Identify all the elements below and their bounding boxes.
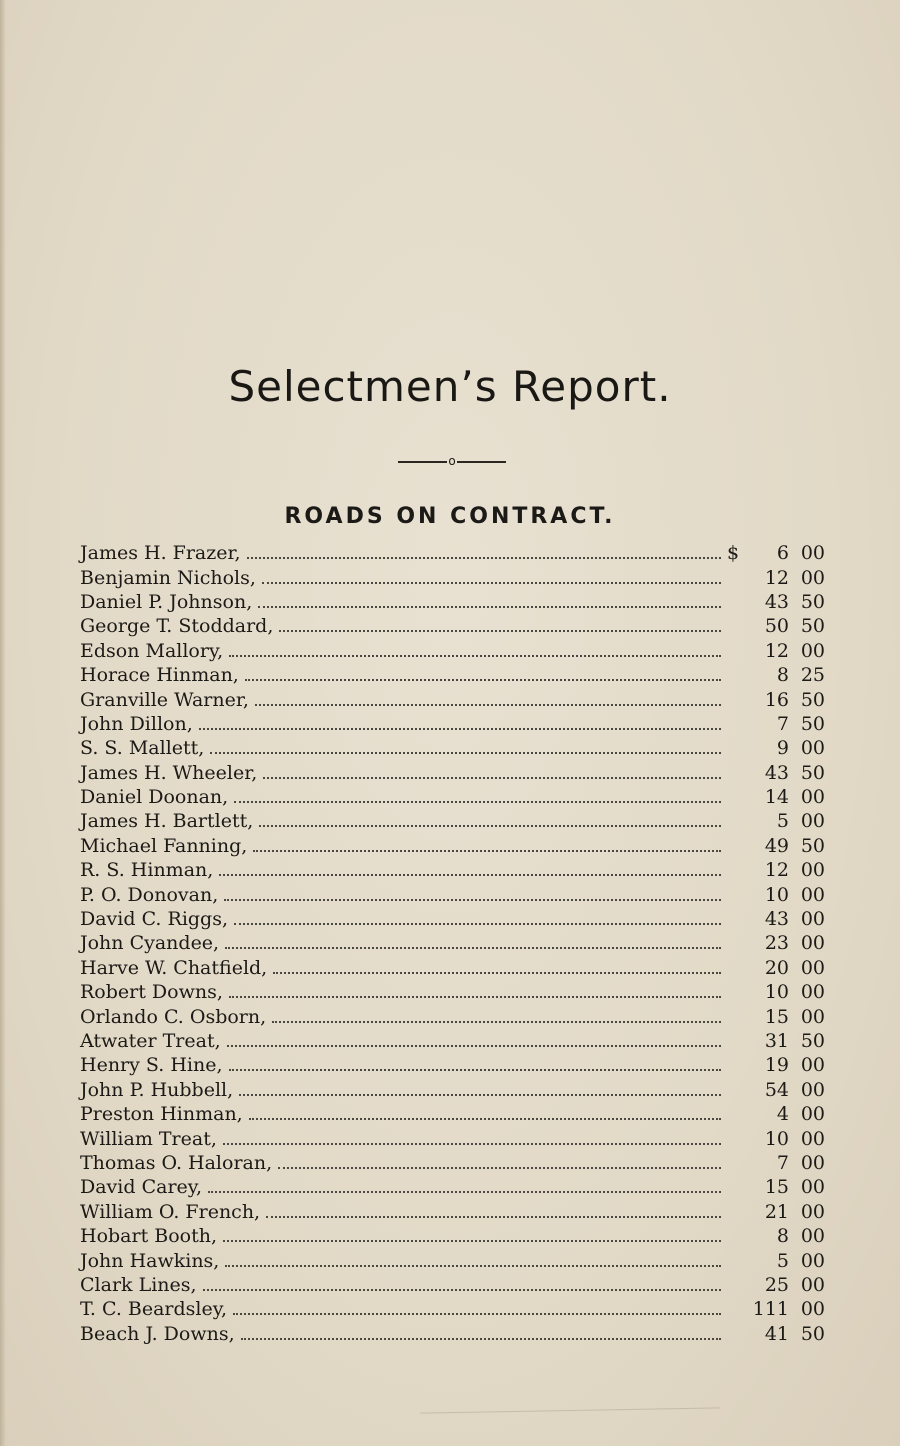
divider-rule-right [457,461,506,463]
amount-cents: 25 [800,664,825,687]
ledger-row [80,1004,825,1028]
payee-name: James H. Bartlett, [80,810,254,833]
amount-dollars: 9 [776,737,789,760]
ledger-row [80,1200,825,1224]
dot-leader [255,704,721,706]
payee-name: Thomas O. Haloran, [80,1151,273,1174]
report-title: Selectmen’s Report. [228,362,672,411]
ledger-row [80,1078,825,1102]
dot-leader [247,557,721,559]
amount-dollars: 5 [776,810,789,833]
ledger-row [80,1248,825,1272]
payee-name: Harve W. Chatfield, [80,956,268,979]
payee-name: Benjamin Nichols, [80,566,256,589]
dot-leader [223,1143,721,1145]
payee-name: David Carey, [80,1176,203,1199]
amount-dollars: 16 [764,688,789,711]
ledger-row [80,1273,825,1297]
ledger-row [80,1175,825,1199]
payee-name: Orlando C. Osborn, [80,1005,267,1028]
ledger-row [80,687,825,711]
currency-symbol: $ [727,542,740,565]
dot-leader [263,777,721,779]
amount-cents: 00 [800,542,825,565]
amount-dollars: 6 [776,542,789,565]
payee-name: T. C. Beardsley, [80,1298,227,1321]
ledger-row [80,1224,825,1248]
ledger-row [80,736,825,760]
payee-name: George T. Stoddard, [80,615,274,638]
payee-name: William Treat, [80,1127,217,1150]
payee-name: David C. Riggs, [80,908,229,931]
payee-name: John P. Hubbell, [80,1078,234,1101]
amount-dollars: 7 [776,1151,789,1174]
dot-leader [210,752,721,754]
amount-cents: 00 [800,1005,825,1028]
amount-dollars: 15 [764,1176,789,1199]
payee-name: Robert Downs, [80,981,223,1004]
amount-cents: 00 [800,786,825,809]
ledger-row [80,809,825,833]
amount-dollars: 21 [764,1200,789,1223]
amount-cents: 50 [800,1322,825,1345]
amount-cents: 00 [800,566,825,589]
ledger-row [80,590,825,614]
dot-leader [225,947,721,949]
dot-leader [234,801,721,803]
dot-leader [258,606,721,608]
amount-cents: 00 [800,1249,825,1272]
amount-cents: 00 [800,1078,825,1101]
dot-leader [199,728,721,730]
ledger-row [80,858,825,882]
dot-leader [249,1118,721,1120]
amount-cents: 00 [800,810,825,833]
amount-dollars: 10 [764,1127,789,1150]
amount-dollars: 12 [764,566,789,589]
ledger-row [80,761,825,785]
dot-leader [219,874,721,876]
ledger-row [80,980,825,1004]
amount-cents: 50 [800,615,825,638]
amount-cents: 50 [800,712,825,735]
amount-cents: 00 [800,1225,825,1248]
dot-leader [224,899,721,901]
payee-name: Hobart Booth, [80,1225,218,1248]
dot-leader [253,850,721,852]
dot-leader [223,1240,721,1242]
dot-leader [227,1045,721,1047]
amount-dollars: 31 [764,1030,789,1052]
amount-cents: 00 [800,1273,825,1296]
dot-leader [266,1216,721,1218]
payee-name: Edson Mallory, [80,639,224,662]
amount-cents: 00 [800,956,825,979]
amount-dollars: 111 [752,1298,789,1321]
amount-dollars: 43 [764,761,789,784]
dot-leader [229,1069,722,1071]
ledger-row [80,541,825,565]
dot-leader [234,923,721,925]
ornamental-divider [398,452,506,472]
amount-dollars: 8 [776,1225,789,1248]
ledger-row [80,614,825,638]
amount-cents: 50 [800,590,825,613]
ledger-row [80,1151,825,1175]
dot-leader [203,1289,721,1291]
amount-cents: 00 [800,1103,825,1126]
ledger-row [80,785,825,809]
payee-name: James H. Wheeler, [80,761,258,784]
payee-name: Daniel P. Johnson, [80,590,253,613]
amount-dollars: 7 [776,712,789,735]
amount-cents: 00 [800,883,825,906]
payee-name: Daniel Doonan, [80,786,229,809]
amount-dollars: 10 [764,981,789,1004]
amount-cents: 00 [800,859,825,882]
payee-name: Michael Fanning, [80,834,248,857]
dot-leader [278,1167,721,1169]
dot-leader [233,1313,721,1315]
dot-leader [208,1191,721,1193]
ledger-row [80,712,825,736]
payee-name: Beach J. Downs, [80,1322,235,1345]
contract-ledger [80,541,825,1346]
amount-dollars: 25 [764,1273,789,1296]
amount-dollars: 12 [764,859,789,882]
amount-cents: 00 [800,1054,825,1077]
dot-leader [245,679,721,681]
amount-cents: 00 [800,737,825,760]
dot-leader [262,582,721,584]
payee-name: William O. French, [80,1200,261,1223]
amount-cents: 00 [800,1151,825,1174]
amount-cents: 00 [800,981,825,1004]
payee-name: John Cyandee, [80,932,220,955]
amount-cents: 00 [800,639,825,662]
amount-dollars: 8 [776,664,789,687]
dot-leader [239,1094,721,1096]
dot-leader [279,630,721,632]
amount-dollars: 50 [764,615,789,638]
amount-dollars: 41 [764,1322,789,1345]
ledger-row [80,1102,825,1126]
payee-name: John Hawkins, [80,1249,220,1272]
payee-name: Clark Lines, [80,1273,197,1296]
payee-name: Horace Hinman, [80,664,239,687]
ledger-row [80,907,825,931]
payee-name: Henry S. Hine, [80,1054,223,1077]
ledger-row [80,1322,825,1346]
payee-name: P. O. Donovan, [80,883,219,906]
amount-dollars: 20 [764,956,789,979]
amount-cents: 00 [800,1200,825,1223]
payee-name: S. S. Mallett, [80,737,205,760]
ledger-row [80,956,825,980]
amount-cents: 50 [800,688,825,711]
page-edge-shadow [0,0,6,1446]
amount-dollars: 23 [764,932,789,955]
divider-rule-left [398,461,447,463]
dot-leader [273,972,721,974]
ledger-row [80,1053,825,1077]
amount-cents: 00 [800,932,825,955]
amount-dollars: 43 [764,908,789,931]
amount-cents: 00 [800,1298,825,1321]
payee-name: James H. Frazer, [80,542,241,565]
section-heading: ROADS ON CONTRACT. [284,504,616,529]
payee-name: Preston Hinman, [80,1103,243,1126]
amount-cents: 50 [800,834,825,857]
amount-dollars: 12 [764,639,789,662]
divider-mark: o [448,454,456,468]
amount-dollars: 19 [764,1054,789,1077]
ledger-row [80,1297,825,1321]
dot-leader [229,996,721,998]
dot-leader [229,655,721,657]
ledger-row [80,931,825,955]
ledger-row [80,565,825,589]
dot-leader [272,1021,721,1023]
ledger-row [80,639,825,663]
ledger-row [80,834,825,858]
amount-dollars: 10 [764,883,789,906]
ledger-row [80,1126,825,1150]
amount-cents: 50 [800,761,825,784]
amount-dollars: 4 [776,1103,789,1126]
payee-name: John Dillon, [80,712,193,735]
dot-leader [241,1338,721,1340]
amount-dollars: 49 [764,834,789,857]
amount-dollars: 14 [764,786,789,809]
amount-dollars: 15 [764,1005,789,1028]
amount-dollars: 43 [764,590,789,613]
dot-leader [225,1265,721,1267]
ledger-row [80,663,825,687]
amount-cents: 00 [800,1127,825,1150]
amount-dollars: 5 [776,1249,789,1272]
payee-name: Atwater Treat, [80,1030,221,1052]
dot-leader [259,825,721,827]
paper-stain [420,1407,720,1433]
amount-cents: 00 [800,908,825,931]
amount-cents: 50 [800,1030,825,1052]
amount-cents: 00 [800,1176,825,1199]
payee-name: Granville Warner, [80,688,249,711]
ledger-row [80,1029,825,1053]
ledger-row [80,882,825,906]
payee-name: R. S. Hinman, [80,859,214,882]
amount-dollars: 54 [764,1078,789,1101]
